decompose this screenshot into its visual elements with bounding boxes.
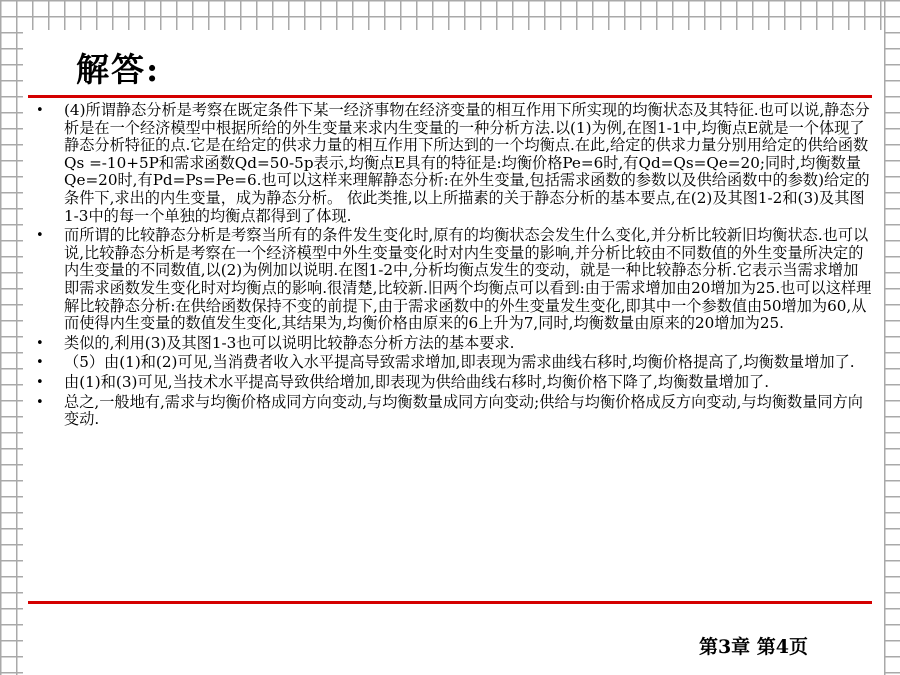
bottom-divider [28,601,872,604]
list-item [36,394,872,429]
list-item-text: 类似的,利用(3)及其图1-3也可以说明比较静态分析方法的基本要求. [64,333,515,352]
grid-pattern-left [0,0,23,675]
bullet-icon: • [36,335,44,351]
list-item [36,354,872,372]
bullet-icon: • [36,103,44,118]
list-item [36,374,872,392]
list-item-text: （5）由(1)和(2)可见,当消费者收入水平提高导致需求增加,即表现为需求曲线右移时,均衡价格提高了,均衡数量增加了. [64,353,855,372]
grid-pattern-top [0,0,900,30]
list-item-text: (4)所谓静态分析是考察在既定条件下某一经济事物在经济变量的相互作用下所实现的均衡状态及其特征.也可以说,静态分析是在一个经济模型中根据所给的外生变量来求内生变量的一种分析方法.以(1)为例,在图1-1中,均衡点E就是一个体现了静态分析特征的点.它是在给定的供求力量的相互作用下所达到的一个均衡点.在此,给定的供求力量分别用给定的供给函数Qs =-10+5P和需求函数Qd=50-5p表示,均衡点E具有的特征是:均衡价格Pe=6时,有Qd=Qs=Qe=20;同时,均衡数量Qe=20时,有Pd=Ps=Pe=6.也可以这样来理解静态分析:在外生变量,包括需求函数的参数以及供给函数中的参数)给定的条件下,求出的内生变量，成为静态分析。 依此类推,以上所描素的关于静态分析的基本要点,在(2)及其图1-2和(3)及其图1-3中的每一个单独的均衡点都得到了体现. [64,101,870,225]
bullet-icon: • [36,374,44,390]
bullet-list [36,102,872,431]
list-item [36,102,872,225]
grid-pattern-right [884,0,900,675]
list-item [36,335,872,353]
top-divider [28,95,872,98]
page-title: 解答: [76,50,161,89]
page-footer: 第3章 第4页 [698,636,808,658]
list-item-text: 总之,一般地有,需求与均衡价格成同方向变动,与均衡数量成同方向变动;供给与均衡价格成反方向变动,与均衡数量同方向变动. [64,392,863,429]
list-item-text: 由(1)和(3)可见,当技术水平提高导致供给增加,即表现为供给曲线右移时,均衡价格下降了,均衡数量增加了. [64,372,770,391]
bullet-icon: • [36,228,44,244]
list-item-text: 而所谓的比较静态分析是考察当所有的条件发生变化时,原有的均衡状态会发生什么变化,并分析比较新旧均衡状态.也可以说,比较静态分析是考察在一个经济模型中外生变量变化时对内生变量的影响,并分析比较由不同数值的外生变量所决定的内生变量的不同数值,以(2)为例加以说明.在图1-2中,分析均衡点发生的变动，就是一种比较静态分析.它表示当需求增加即需求函数发生变化时对均衡点的影响.很清楚,比较新.旧两个均衡点可以看到:由于需求增加由20增加为25.也可以这样理解比较静态分析:在供给函数保持不变的前提下,由于需求函数中的外生变量发生变化,即其中一个参数值由50增加为60,从而使得内生变量的数值发生变化,其结果为,均衡价格由原来的6上升为7,同时,均衡数量由原来的20增加为25. [64,226,872,333]
list-item [36,227,872,333]
bullet-icon: • [36,394,44,410]
bullet-icon: • [36,355,44,371]
